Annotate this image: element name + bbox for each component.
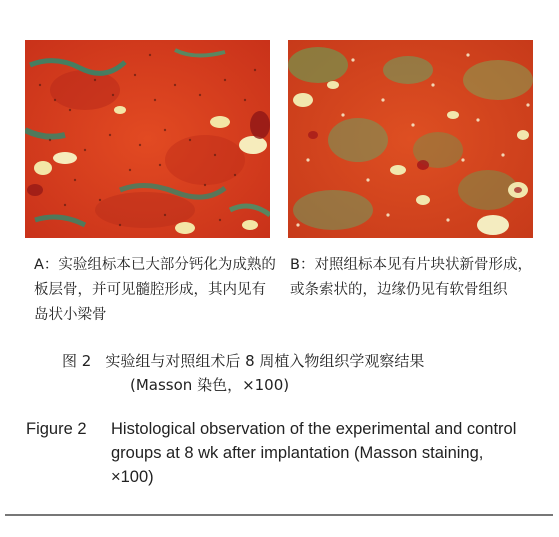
micrograph-experimental-group [25, 40, 270, 238]
panel-b-caption: B：对照组标本见有片块状新骨形成，或条索状的，边缘仍见有软骨组织 [290, 257, 532, 298]
bottom-divider [5, 514, 553, 516]
figure-title-chinese [62, 349, 532, 397]
micrograph-b-image [288, 40, 533, 238]
figure-title-english [26, 417, 526, 489]
figure-label-zh: 图 2 [62, 352, 92, 370]
panel-a-caption: A：实验组标本已大部分钙化为成熟的板层骨，并可见髓腔形成，其内见有岛状小梁骨 [34, 257, 276, 323]
figure-title-zh-line2: (Masson 染色，×100) [130, 376, 290, 394]
figure-label-en: Figure 2 [26, 420, 87, 438]
micrograph-a-image [25, 40, 270, 238]
figure-title-zh-line1: 实验组与对照组术后 8 周植入物组织学观察结果 [105, 352, 425, 370]
micrograph-control-group [288, 40, 533, 238]
figure-title-en-text: Histological observation of the experimental and control groups at 8 wk after implantation (Masson staining, ×100) [111, 420, 517, 486]
